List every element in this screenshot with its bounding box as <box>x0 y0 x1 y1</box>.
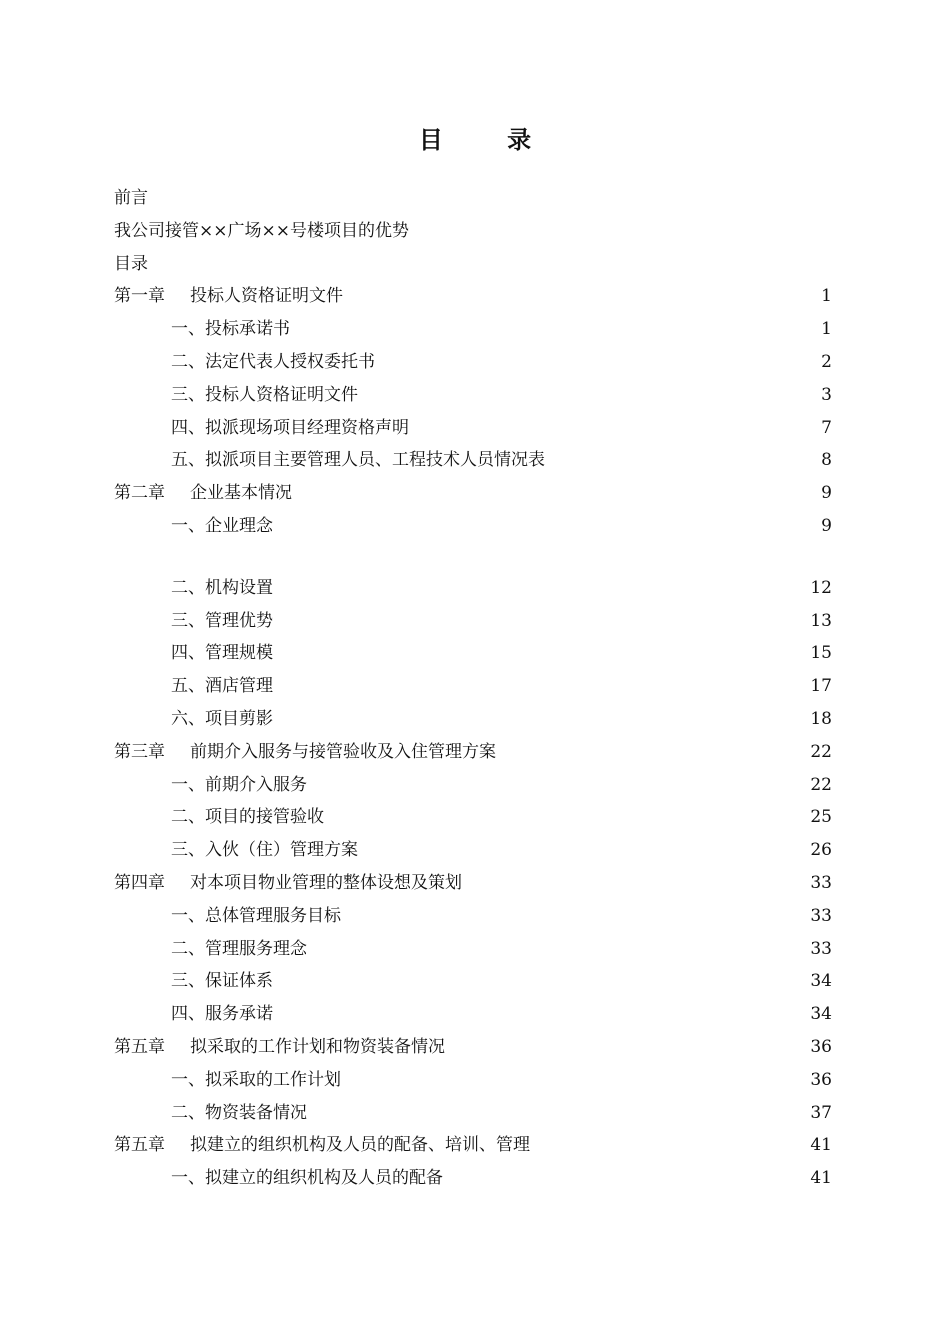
toc-section-title: 二、机构设置 <box>171 577 273 598</box>
toc-page-number: 8 <box>821 450 832 471</box>
toc-page-number: 3 <box>821 384 832 405</box>
toc-page-number: 36 <box>810 1036 832 1057</box>
toc-section-title: 一、企业理念 <box>171 515 273 536</box>
toc-label: 前言 <box>114 188 148 208</box>
toc-section-entry[interactable] <box>114 1162 832 1195</box>
toc-page-number: 1 <box>821 319 832 340</box>
toc-section-entry[interactable] <box>114 1064 832 1097</box>
toc-section-title: 一、总体管理服务目标 <box>171 905 341 926</box>
toc-section-entry[interactable] <box>114 346 832 379</box>
toc-page-number: 1 <box>821 286 832 307</box>
toc-chapter-title: 企业基本情况 <box>190 483 292 504</box>
toc-section-title: 四、管理规模 <box>171 643 273 664</box>
toc-page-number: 9 <box>821 515 832 536</box>
toc-chapter-entry[interactable] <box>114 736 832 769</box>
toc-section-entry[interactable] <box>114 313 832 346</box>
toc-chapter-number: 第四章 <box>114 872 165 893</box>
page-title: 目 录 <box>418 125 560 154</box>
toc-page-number: 41 <box>810 1168 832 1189</box>
toc-page-number: 15 <box>810 643 832 664</box>
toc-section-title: 三、管理优势 <box>171 610 273 631</box>
toc-chapter-entry[interactable] <box>114 477 832 510</box>
toc-label: 目录 <box>114 253 148 274</box>
toc-section-title: 六、项目剪影 <box>171 708 273 729</box>
toc-page-number: 33 <box>810 905 832 926</box>
toc-page-number: 33 <box>810 872 832 893</box>
toc-page-number: 2 <box>821 351 832 372</box>
toc-chapter-title: 投标人资格证明文件 <box>190 286 343 307</box>
toc-chapter-number: 第五章 <box>114 1135 165 1156</box>
toc-page-number: 33 <box>810 938 832 959</box>
toc-page-number: 17 <box>810 676 832 697</box>
toc-section-title: 三、入伙（住）管理方案 <box>171 840 358 861</box>
toc-section-entry[interactable] <box>114 933 832 966</box>
toc-section-entry[interactable] <box>114 1097 832 1130</box>
toc-section-title: 一、拟建立的组织机构及人员的配备 <box>171 1168 443 1189</box>
toc-section-entry[interactable] <box>114 965 832 998</box>
toc-chapter-number: 第一章 <box>114 286 165 307</box>
toc-section-entry[interactable] <box>114 572 832 605</box>
toc-page-number: 12 <box>810 577 832 598</box>
toc-section-title: 三、保证体系 <box>171 971 273 992</box>
toc-chapter-number: 第五章 <box>114 1036 165 1057</box>
toc-chapter-entry[interactable] <box>114 1031 832 1064</box>
toc-chapter-title: 拟建立的组织机构及人员的配备、培训、管理 <box>190 1135 530 1156</box>
toc-label: 我公司接管××广场××号楼项目的优势 <box>114 220 409 241</box>
toc-section-title: 二、法定代表人授权委托书 <box>171 351 375 372</box>
toc-page-number: 7 <box>821 417 832 438</box>
toc-front-item[interactable] <box>114 215 832 248</box>
toc-page-number: 34 <box>810 1004 832 1025</box>
toc-section-entry[interactable] <box>114 703 832 736</box>
toc-section-entry[interactable] <box>114 900 832 933</box>
toc-chapter-heading <box>114 280 343 313</box>
toc-page-number: 13 <box>810 610 832 631</box>
toc-section-title: 一、拟采取的工作计划 <box>171 1069 341 1090</box>
toc-page-number: 36 <box>810 1069 832 1090</box>
toc-section-title: 五、拟派项目主要管理人员、工程技术人员情况表 <box>171 450 545 471</box>
toc-page-number: 22 <box>810 741 832 762</box>
toc-section-title: 二、项目的接管验收 <box>171 807 324 828</box>
toc-chapter-title: 拟采取的工作计划和物资装备情况 <box>190 1036 445 1057</box>
toc-section-entry[interactable] <box>114 834 832 867</box>
toc-section-title: 二、物资装备情况 <box>171 1102 307 1123</box>
toc-front-item[interactable] <box>114 248 832 281</box>
toc-chapter-entry[interactable] <box>114 280 832 313</box>
table-of-contents <box>114 182 832 1195</box>
toc-chapter-entry[interactable] <box>114 867 832 900</box>
toc-page-number: 26 <box>810 840 832 861</box>
toc-section-entry[interactable] <box>114 637 832 670</box>
toc-page-number: 18 <box>810 708 832 729</box>
toc-chapter-heading <box>114 867 462 900</box>
toc-page-number: 9 <box>821 483 832 504</box>
toc-section-entry[interactable] <box>114 444 832 477</box>
toc-chapter-number: 第二章 <box>114 483 165 504</box>
toc-chapter-heading <box>114 736 496 769</box>
toc-section-title: 一、投标承诺书 <box>171 319 290 340</box>
toc-chapter-title: 对本项目物业管理的整体设想及策划 <box>190 872 462 893</box>
toc-section-title: 二、管理服务理念 <box>171 938 307 959</box>
toc-section-title: 五、酒店管理 <box>171 676 273 697</box>
toc-section-entry[interactable] <box>114 670 832 703</box>
toc-chapter-heading <box>114 1031 445 1064</box>
toc-section-title: 四、拟派现场项目经理资格声明 <box>171 417 409 438</box>
toc-page-number: 41 <box>810 1135 832 1156</box>
toc-chapter-entry[interactable] <box>114 1129 832 1162</box>
toc-section-entry[interactable] <box>114 998 832 1031</box>
toc-page-number: 37 <box>810 1102 832 1123</box>
toc-chapter-number: 第三章 <box>114 741 165 762</box>
toc-section-entry[interactable] <box>114 769 832 802</box>
toc-page-number: 34 <box>810 971 832 992</box>
toc-section-entry[interactable] <box>114 379 832 412</box>
toc-section-entry[interactable] <box>114 510 832 543</box>
toc-page-number: 25 <box>810 807 832 828</box>
toc-page-number: 22 <box>810 774 832 795</box>
toc-section-entry[interactable] <box>114 412 832 445</box>
toc-section-title: 四、服务承诺 <box>171 1004 273 1025</box>
toc-chapter-heading <box>114 477 292 510</box>
toc-front-item[interactable] <box>114 182 832 215</box>
toc-section-title: 三、投标人资格证明文件 <box>171 384 358 405</box>
toc-chapter-title: 前期介入服务与接管验收及入住管理方案 <box>190 741 496 762</box>
toc-section-entry[interactable] <box>114 801 832 834</box>
toc-section-title: 一、前期介入服务 <box>171 774 307 795</box>
toc-chapter-heading <box>114 1129 530 1162</box>
toc-section-entry[interactable] <box>114 605 832 638</box>
